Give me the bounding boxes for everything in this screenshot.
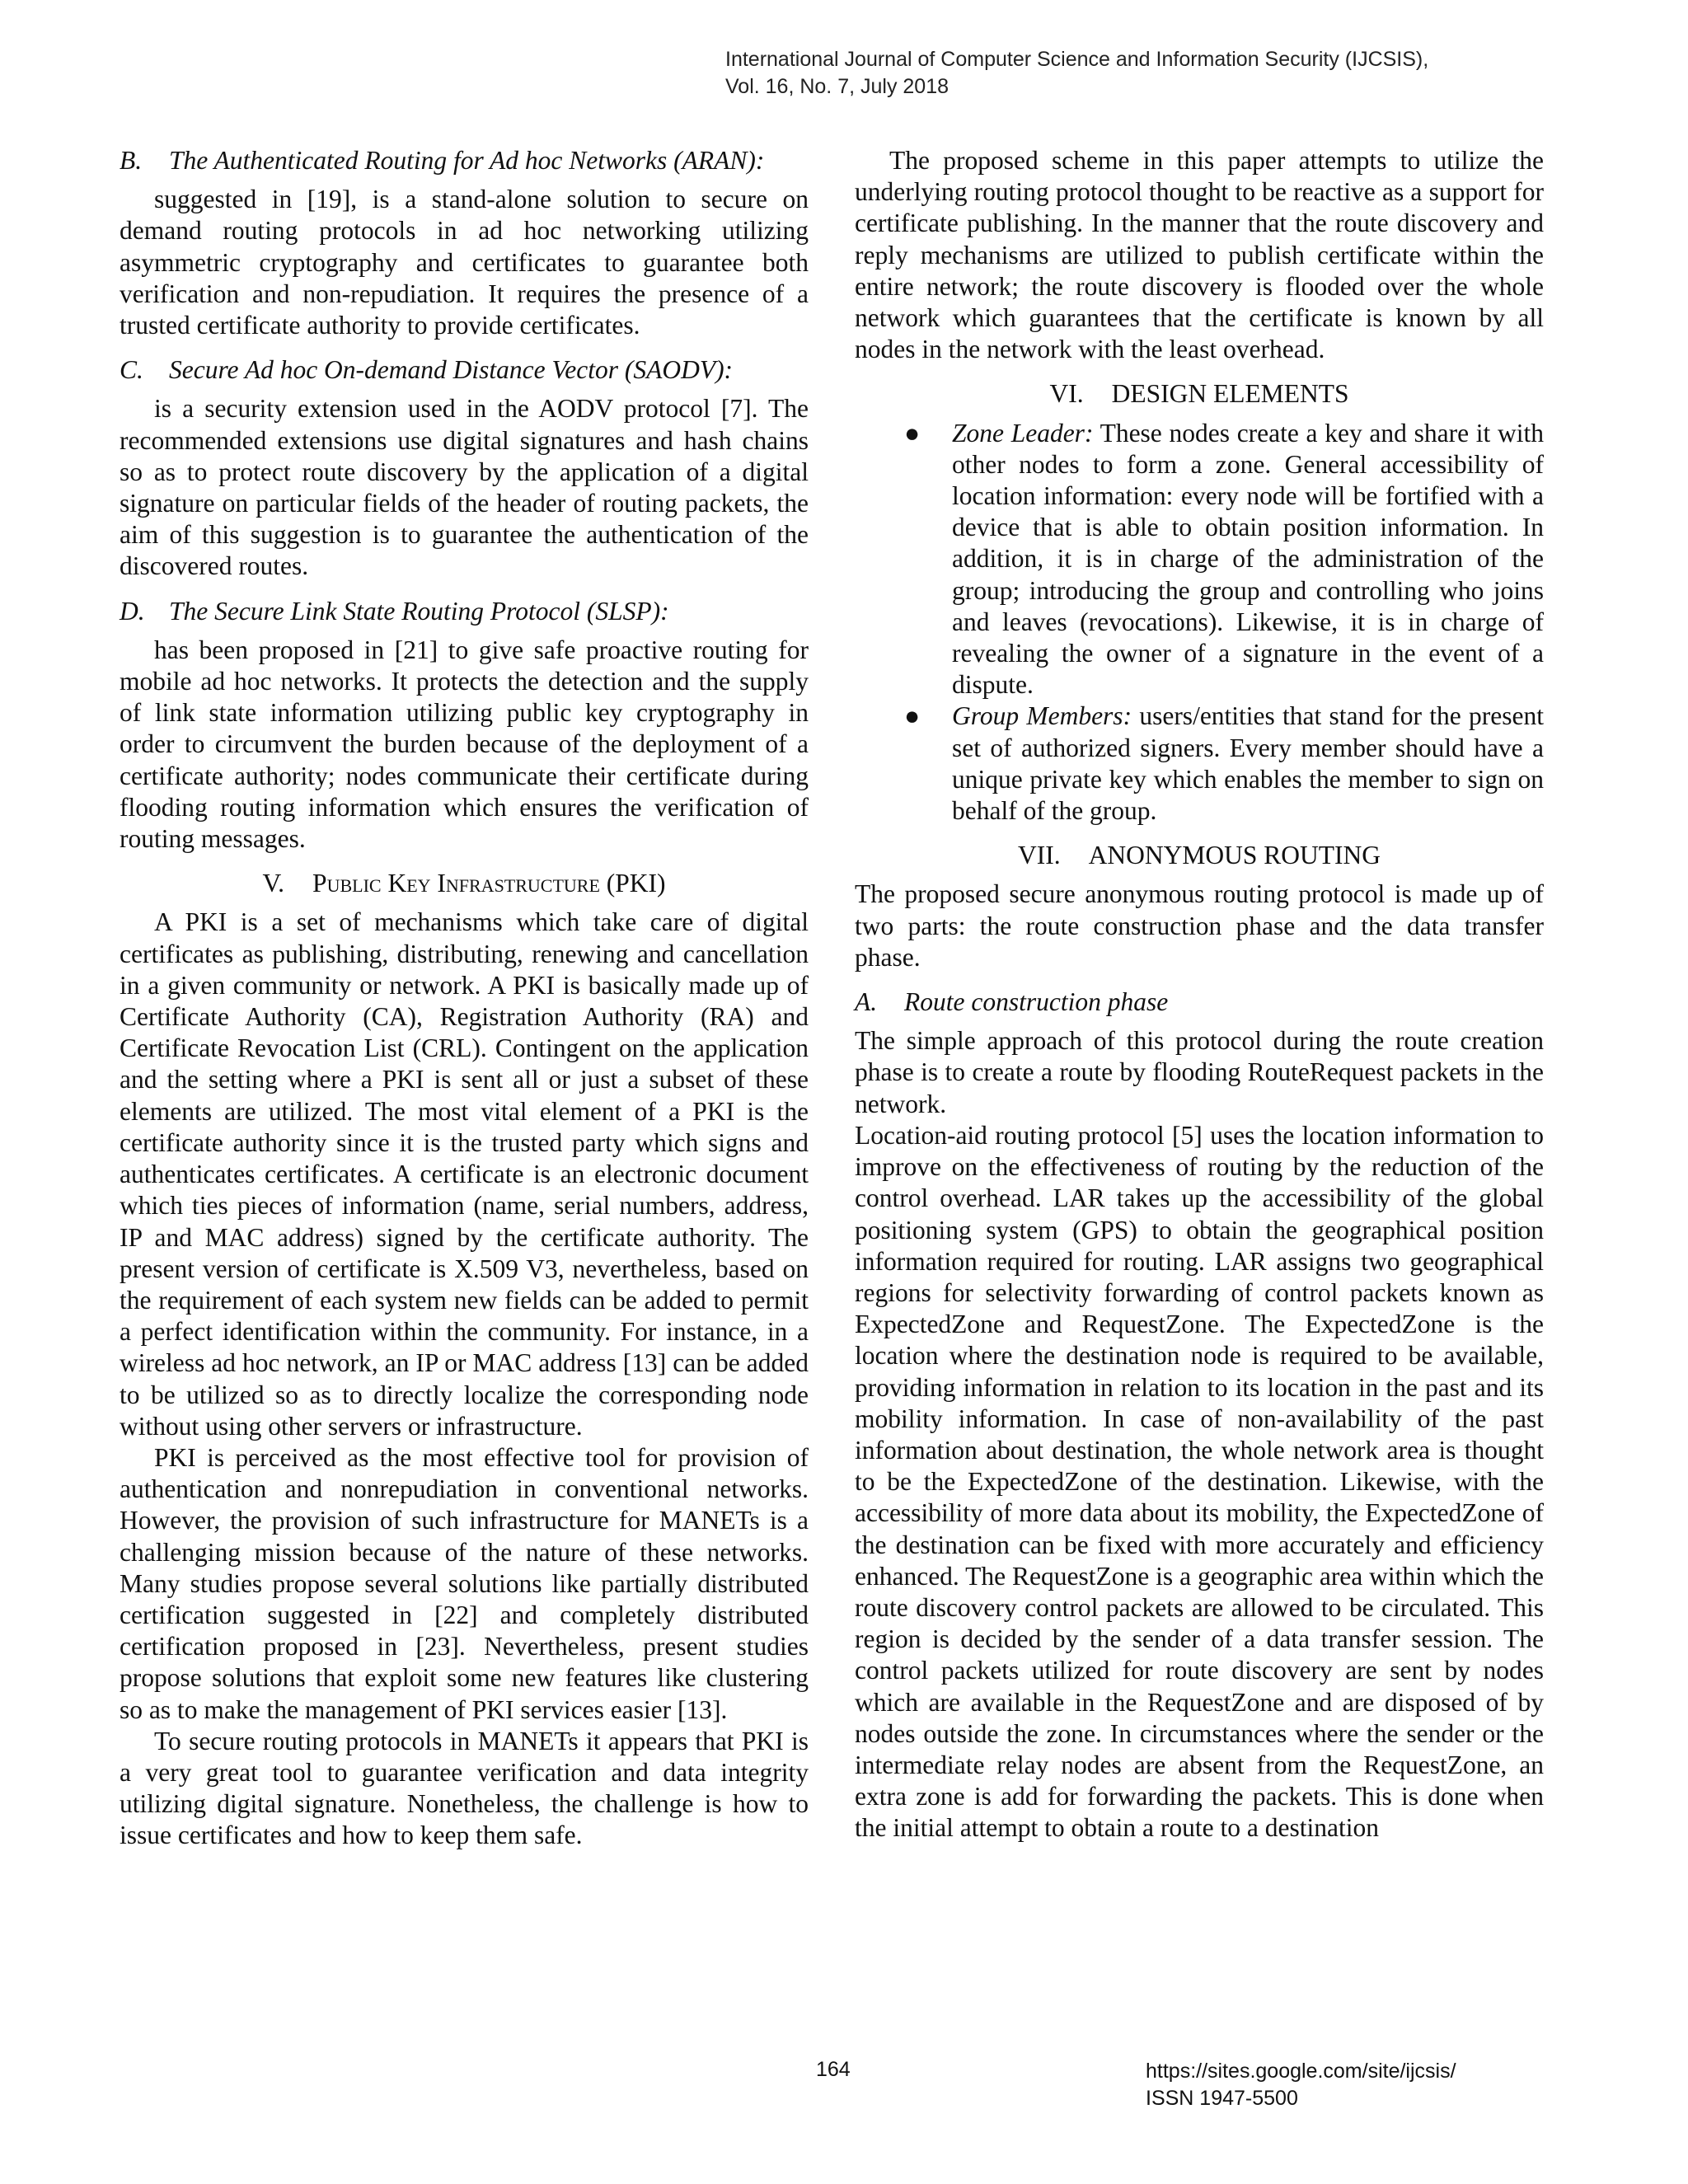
- subsection-heading-aran: B. The Authenticated Routing for Ad hoc Networks (ARAN):: [120, 146, 765, 175]
- bullet-group-members: ● Group Members: users/entities that stand for the present set of authorized signers. Every member should have a unique private key which enables the member to sign on behalf of the group.: [904, 701, 1545, 826]
- footer-info: [1146, 2058, 1456, 2112]
- page-number: 164: [816, 2058, 851, 2081]
- paragraph-slsp: has been proposed in [21] to give safe proactive routing for mobile ad hoc networks. It protects the detection and the supply of link state information utilizing public key cryptography in order to circumvent the burden because of the deployment of a certificate authority; nodes communicate their certificate during flooding routing information which ensures the verification of routing messages.: [120, 635, 809, 854]
- subsection-heading-slsp: D. The Secure Link State Routing Protocol (SLSP):: [120, 596, 669, 626]
- bullet-zone-leader: ● Zone Leader: These nodes create a key and share it with other nodes to form a zone. General accessibility of location information: every node will be fortified with a device that is able to obtain position information. In addition, it is in charge of the administration of the group; introducing the group and controlling who joins and leaves (revocations). Likewise, it is in charge of revealing the owner of a signature in the event of a dispute.: [904, 418, 1544, 700]
- paragraph-saodv: is a security extension used in the AODV protocol [7]. The recommended extensions use digital signatures and hash chains so as to protect route discovery by the application of a digital signature on particular fields of the header of routing packets, the aim of this suggestion is to guarantee the authentication of the discovered routes.: [120, 394, 809, 581]
- paragraph-route-2: Location-aid routing protocol [5] uses the location information to improve on the effectiveness of routing by the reduction of the control overhead. LAR takes up the accessibility of the global positioning system (GPS) to obtain the geographical position information required for routing. LAR assigns two geographical regions for selectivity forwarding of control packets known as ExpectedZone and RequestZone. The ExpectedZone is the location where the destination node is required to be available, providing information in relation to its location in the past and its mobility information. In case of non-availability of the past information about destination, the whole network area is thought to be the ExpectedZone of the destination. Likewise, with the accessibility of more data about its mobility, the ExpectedZone of the destination can be fixed with more accurately and efficiency enhanced. The RequestZone is a geographic area within which the route discovery control packets are allowed to be circulated. This region is decided by the sender of a data transfer session. The control packets utilized for route discovery are sent by nodes which are available in the RequestZone and are disposed of by nodes outside the zone. In circumstances where the sender or the intermediate relay nodes are absent from the RequestZone, an extra zone is add for forwarding the packets. This is done when the initial attempt to obtain a route to a destination: [855, 1120, 1544, 1843]
- paragraph-pki-1: A PKI is a set of mechanisms which take care of digital certificates as publishing, distributing, renewing and cancellation in a given community or network. A PKI is basically made up of Certificate Authority (CA), Registration Authority (RA) and Certificate Revocation List (CRL). Contingent on the application and the setting where a PKI is sent all or just a subset of these elements are utilized. The most vital element of a PKI is the certificate authority since it is the trusted party which signs and authenticates certificates. A certificate is an electronic document which ties pieces of information (name, serial numbers, address, IP and MAC address) signed by the certificate authority. The present version of certificate is X.509 V3, nevertheless, based on the requirement of each system new fields can be added to permit a perfect identification within the community. For instance, in a wireless ad hoc network, an IP or MAC address [13] can be added to be utilized so as to directly localize the corresponding node without using other servers or infrastructure.: [120, 907, 809, 1441]
- paragraph-pki-3: To secure routing protocols in MANETs it appears that PKI is a very great tool to guarantee verification and data integrity utilizing digital signature. Nonetheless, the challenge is how to issue certificates and how to keep them safe.: [120, 1726, 809, 1850]
- right-column: [855, 145, 1544, 1844]
- paragraph-pki-2: PKI is perceived as the most effective tool for provision of authentication and nonrepudiation in conventional networks. However, the provision of such infrastructure for MANETs is a challenging mission because of the nature of these networks. Many studies propose several solutions like partially distributed certification suggested in [22] and completely distributed certification proposed in [23]. Nevertheless, present studies propose solutions that exploit some new features like clustering so as to make the management of PKI services easier [13].: [120, 1442, 809, 1724]
- subsection-heading-saodv: C. Secure Ad hoc On-demand Distance Vector (SAODV):: [120, 355, 734, 385]
- issn: ISSN 1947-5500: [1146, 2087, 1298, 2110]
- journal-volume: Vol. 16, No. 7, July 2018: [725, 75, 950, 98]
- paragraph-anonymous: The proposed secure anonymous routing protocol is made up of two parts: the route construction phase and the data transfer phase.: [855, 879, 1544, 972]
- section-heading-anonymous: VII. ANONYMOUS ROUTING: [1018, 841, 1381, 870]
- section-heading-design: VI. DESIGN ELEMENTS: [1049, 379, 1349, 409]
- paragraph-aran: suggested in [19], is a stand-alone solution to secure on demand routing protocols in ad hoc networking utilizing asymmetric cryptography and certificates to guarantee both verification and non-repudiation. It requires the presence of a trusted certificate authority to provide certificates.: [120, 185, 809, 340]
- section-heading-pki: V. Public Key Infrastructure (PKI): [262, 869, 666, 898]
- paragraph-route-1: The simple approach of this protocol during the route creation phase is to create a route by flooding RouteRequest packets in the network.: [855, 1026, 1544, 1118]
- bullet-dot-icon: ●: [904, 701, 921, 731]
- bullet-dot-icon: ●: [904, 418, 921, 448]
- journal-url: https://sites.google.com/site/ijcsis/: [1146, 2060, 1456, 2083]
- journal-header: [725, 46, 1550, 101]
- subsection-heading-route: A. Route construction phase: [855, 987, 1169, 1017]
- journal-title: International Journal of Computer Science and Information Security (IJCSIS),: [725, 48, 1429, 71]
- paragraph-intro: The proposed scheme in this paper attempts to utilize the underlying routing protocol thought to be reactive as a support for certificate publishing. In the manner that the route discovery and reply mechanisms are utilized to publish certificate within the entire network; the route discovery is flooded over the whole network which guarantees that the certificate is known by all nodes in the network with the least overhead.: [855, 146, 1544, 364]
- left-column: [120, 145, 809, 1852]
